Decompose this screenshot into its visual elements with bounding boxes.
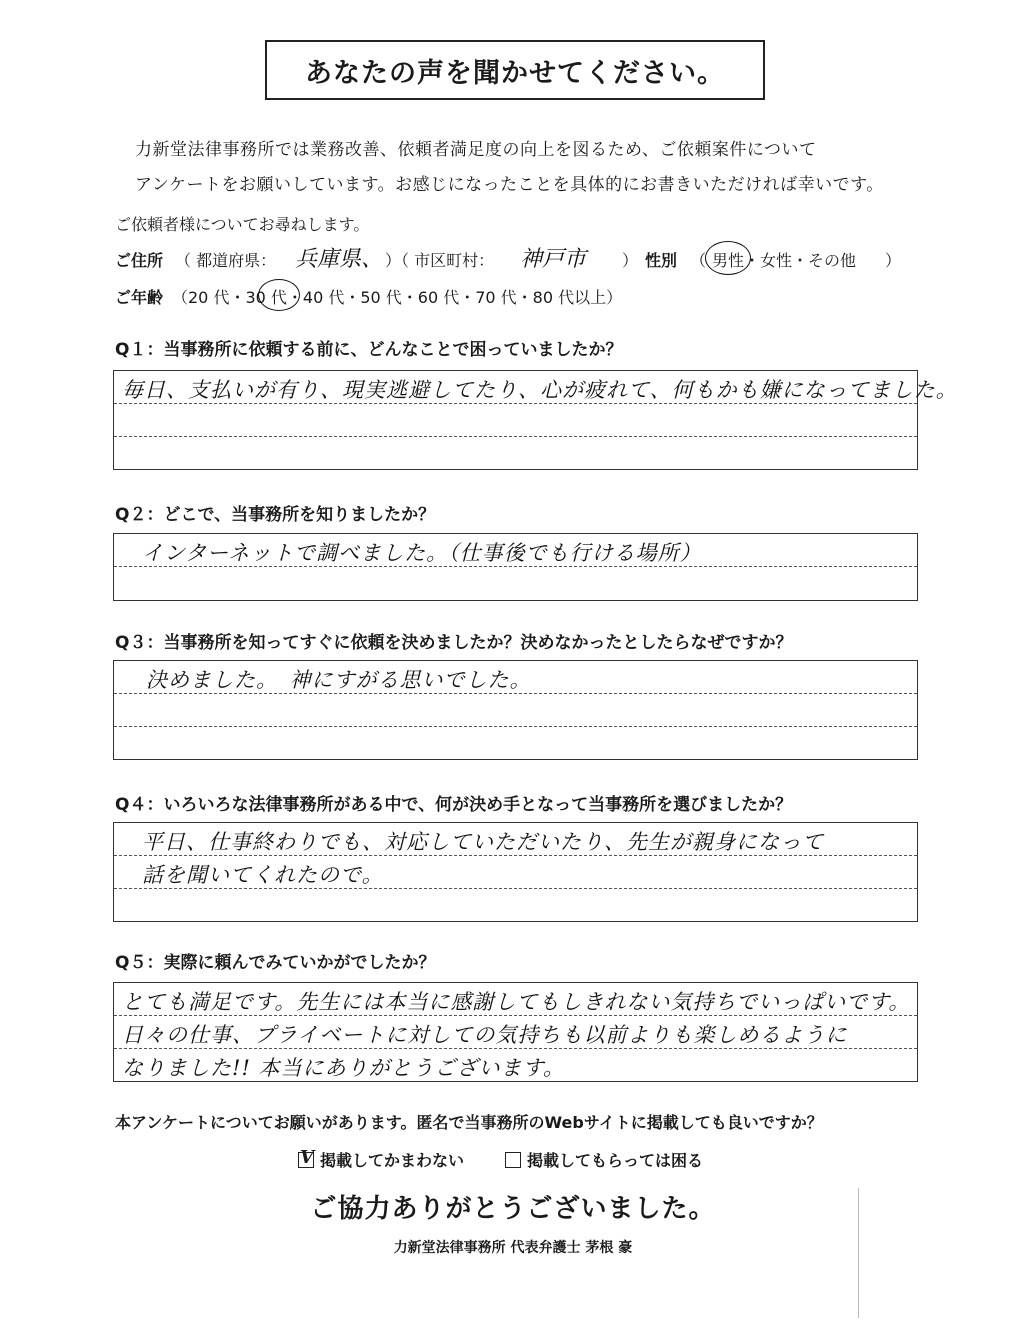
publish-ng-checkbox[interactable] [505,1152,521,1168]
answer-box-5 [113,982,918,1082]
gender-options: 男性・女性・その他 [712,251,857,270]
gender-open: （ [690,251,707,270]
signature: 力新堂法律事務所 代表弁護士 茅根 豪 [393,1240,633,1256]
page-title-text: あなたの声を聞かせてください。 [305,57,725,89]
publish-ok-label: 掲載してかまわない [320,1151,465,1170]
gender-selected-circle [705,241,751,275]
answer-box-3 [113,660,918,760]
question-4: Q４：いろいろな法律事務所がある中で、何が決め手となって当事務所を選びましたか？ [115,795,793,815]
publish-question: 本アンケートについてお願いがあります。匿名で当事務所のWebサイトに掲載しても良いですか？ [115,1113,823,1132]
address-label: ご住所 [115,251,164,270]
prefecture-label: （ 都道府県： [175,251,277,270]
client-heading: ご依頼者様についてお尋ねします。 [115,215,370,234]
question-1: Q１：当事務所に依頼する前に、どんなことで困っていましたか？ [115,340,623,360]
publish-option-ng[interactable] [505,1148,703,1171]
age-selected-circle [258,279,300,311]
publish-option-ok[interactable] [298,1148,464,1171]
city-value: 神戸市 [520,247,587,272]
publish-ok-check-mark: V [300,1147,314,1168]
answer-5-line-1: とても満足です。先生には本当に感謝してもしきれない気持ちでいっぱいです。 [122,990,911,1014]
publish-ok-checkbox[interactable] [298,1147,314,1168]
answer-box-4 [113,822,918,922]
intro-line-1: 力新堂法律事務所では業務改善、依頼者満足度の向上を図るため、ご依頼案件について [135,140,817,160]
question-2: Q２：どこで、当事務所を知りましたか？ [115,505,436,525]
age-label: ご年齢 [115,288,164,307]
publish-ng-label: 掲載してもらっては困る [527,1151,704,1170]
gender-label: 性別 [645,251,678,270]
answer-5-line-2: 日々の仕事、プライベートに対しての気持ちも以前よりも楽しめるように [122,1023,848,1047]
answer-5-line-3: なりました!! 本当にありがとうございます。 [122,1056,565,1080]
answer-4-line-2: 話を聞いてくれたので。 [142,863,384,887]
gender-close: ） [885,251,902,270]
address-close: ） [622,251,639,270]
answer-3-line-1: 決めました。 神にすがる思いでした。 [146,668,532,692]
thanks-message: ご協力ありがとうございました。 [310,1194,716,1224]
intro-line-2: アンケートをお願いしています。お感じになったことを具体的にお書きいただければ幸いです。 [135,175,884,195]
answer-box-2 [113,533,918,601]
question-5: Q５：実際に頼んでみていかがでしたか？ [115,953,436,973]
question-3: Q３：当事務所を知ってすぐに依頼を決めましたか？決めなかったとしたらなぜですか？ [115,633,793,653]
margin-line [858,1188,859,1318]
city-label: ）（ 市区町村： [385,251,495,270]
answer-box-1 [113,370,958,470]
answer-4-line-1: 平日、仕事終わりでも、対応していただいたり、先生が親身になって [142,830,824,854]
age-options: （20 代・30 代・40 代・50 代・60 代・70 代・80 代以上） [172,288,623,307]
prefecture-value: 兵庫県、 [295,247,384,272]
answer-1-line-1: 毎日、支払いが有り、現実逃避してたり、心が疲れて、何もかも嫌になってました。 [122,378,958,402]
page-title [265,40,765,100]
answer-2-line-1: インターネットで調べました。（仕事後でも行ける場所） [142,541,702,565]
